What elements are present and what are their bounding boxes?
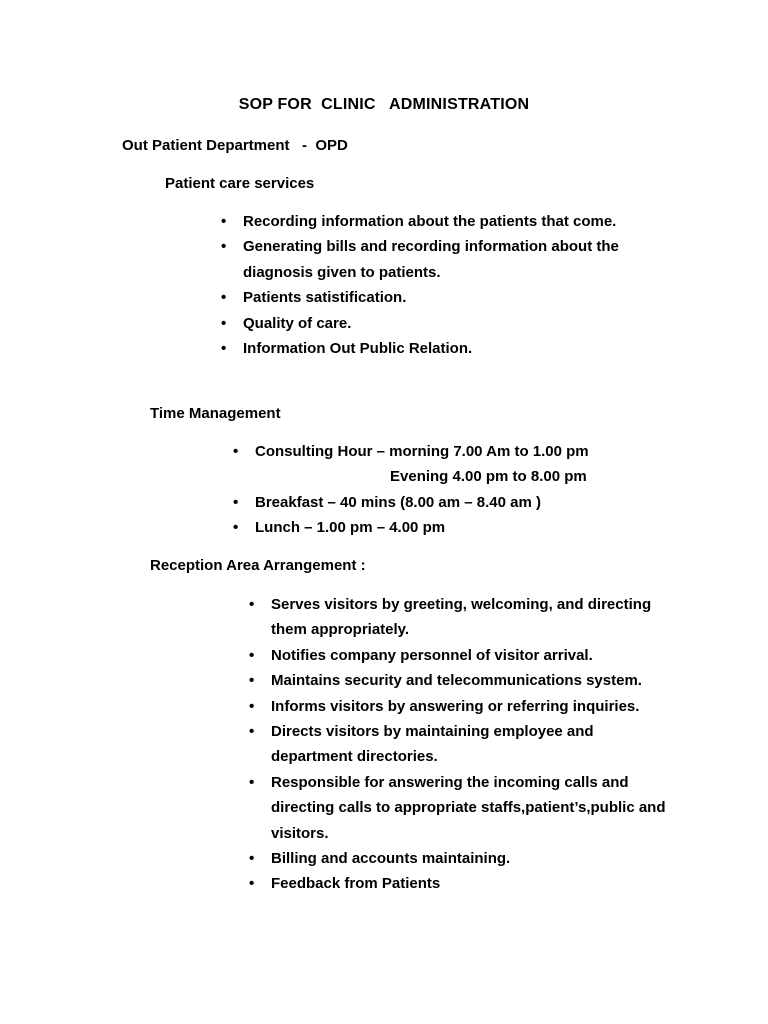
list-item: • Maintains security and telecommunications system. bbox=[271, 668, 691, 693]
list-item: • Serves visitors by greeting, welcoming, and directing them appropriately. bbox=[271, 592, 666, 643]
patient-care-list bbox=[243, 209, 663, 361]
time-management-heading: Time Management bbox=[150, 405, 281, 422]
list-item: • Notifies company personnel of visitor arrival. bbox=[271, 643, 691, 668]
list-item: • Quality of care. bbox=[243, 311, 663, 336]
list-item: • Information Out Public Relation. bbox=[243, 336, 663, 361]
list-item: • Informs visitors by answering or referring inquiries. bbox=[271, 694, 691, 719]
reception-list bbox=[271, 592, 691, 897]
document-title: SOP FOR CLINIC ADMINISTRATION bbox=[238, 96, 530, 113]
list-item: • Recording information about the patients that come. bbox=[243, 209, 663, 234]
list-item: • Billing and accounts maintaining. bbox=[271, 846, 691, 871]
consulting-hour-evening: Evening 4.00 pm to 8.00 pm bbox=[390, 468, 587, 486]
time-management-list bbox=[255, 439, 675, 541]
patient-care-heading: Patient care services bbox=[165, 175, 315, 192]
list-item: • Patients satistification. bbox=[243, 285, 663, 310]
reception-heading: Reception Area Arrangement : bbox=[150, 557, 366, 574]
list-item: • Generating bills and recording information about the diagnosis given to patients. bbox=[243, 234, 643, 285]
lunch-item: • Lunch – 1.00 pm – 4.00 pm bbox=[255, 515, 675, 540]
list-item: • Directs visitors by maintaining employee and department directories. bbox=[271, 719, 611, 770]
consulting-hour-item bbox=[255, 439, 675, 490]
list-item: • Feedback from Patients bbox=[271, 871, 691, 896]
consulting-hour-morning: Consulting Hour – morning 7.00 Am to 1.00 pm bbox=[255, 443, 589, 460]
breakfast-item: • Breakfast – 40 mins (8.00 am – 8.40 am ) bbox=[255, 490, 675, 515]
department-heading: Out Patient Department - OPD bbox=[122, 137, 348, 154]
list-item: • Responsible for answering the incoming calls and directing calls to appropriate staffs,patient’s,public and visitors. bbox=[271, 770, 681, 846]
